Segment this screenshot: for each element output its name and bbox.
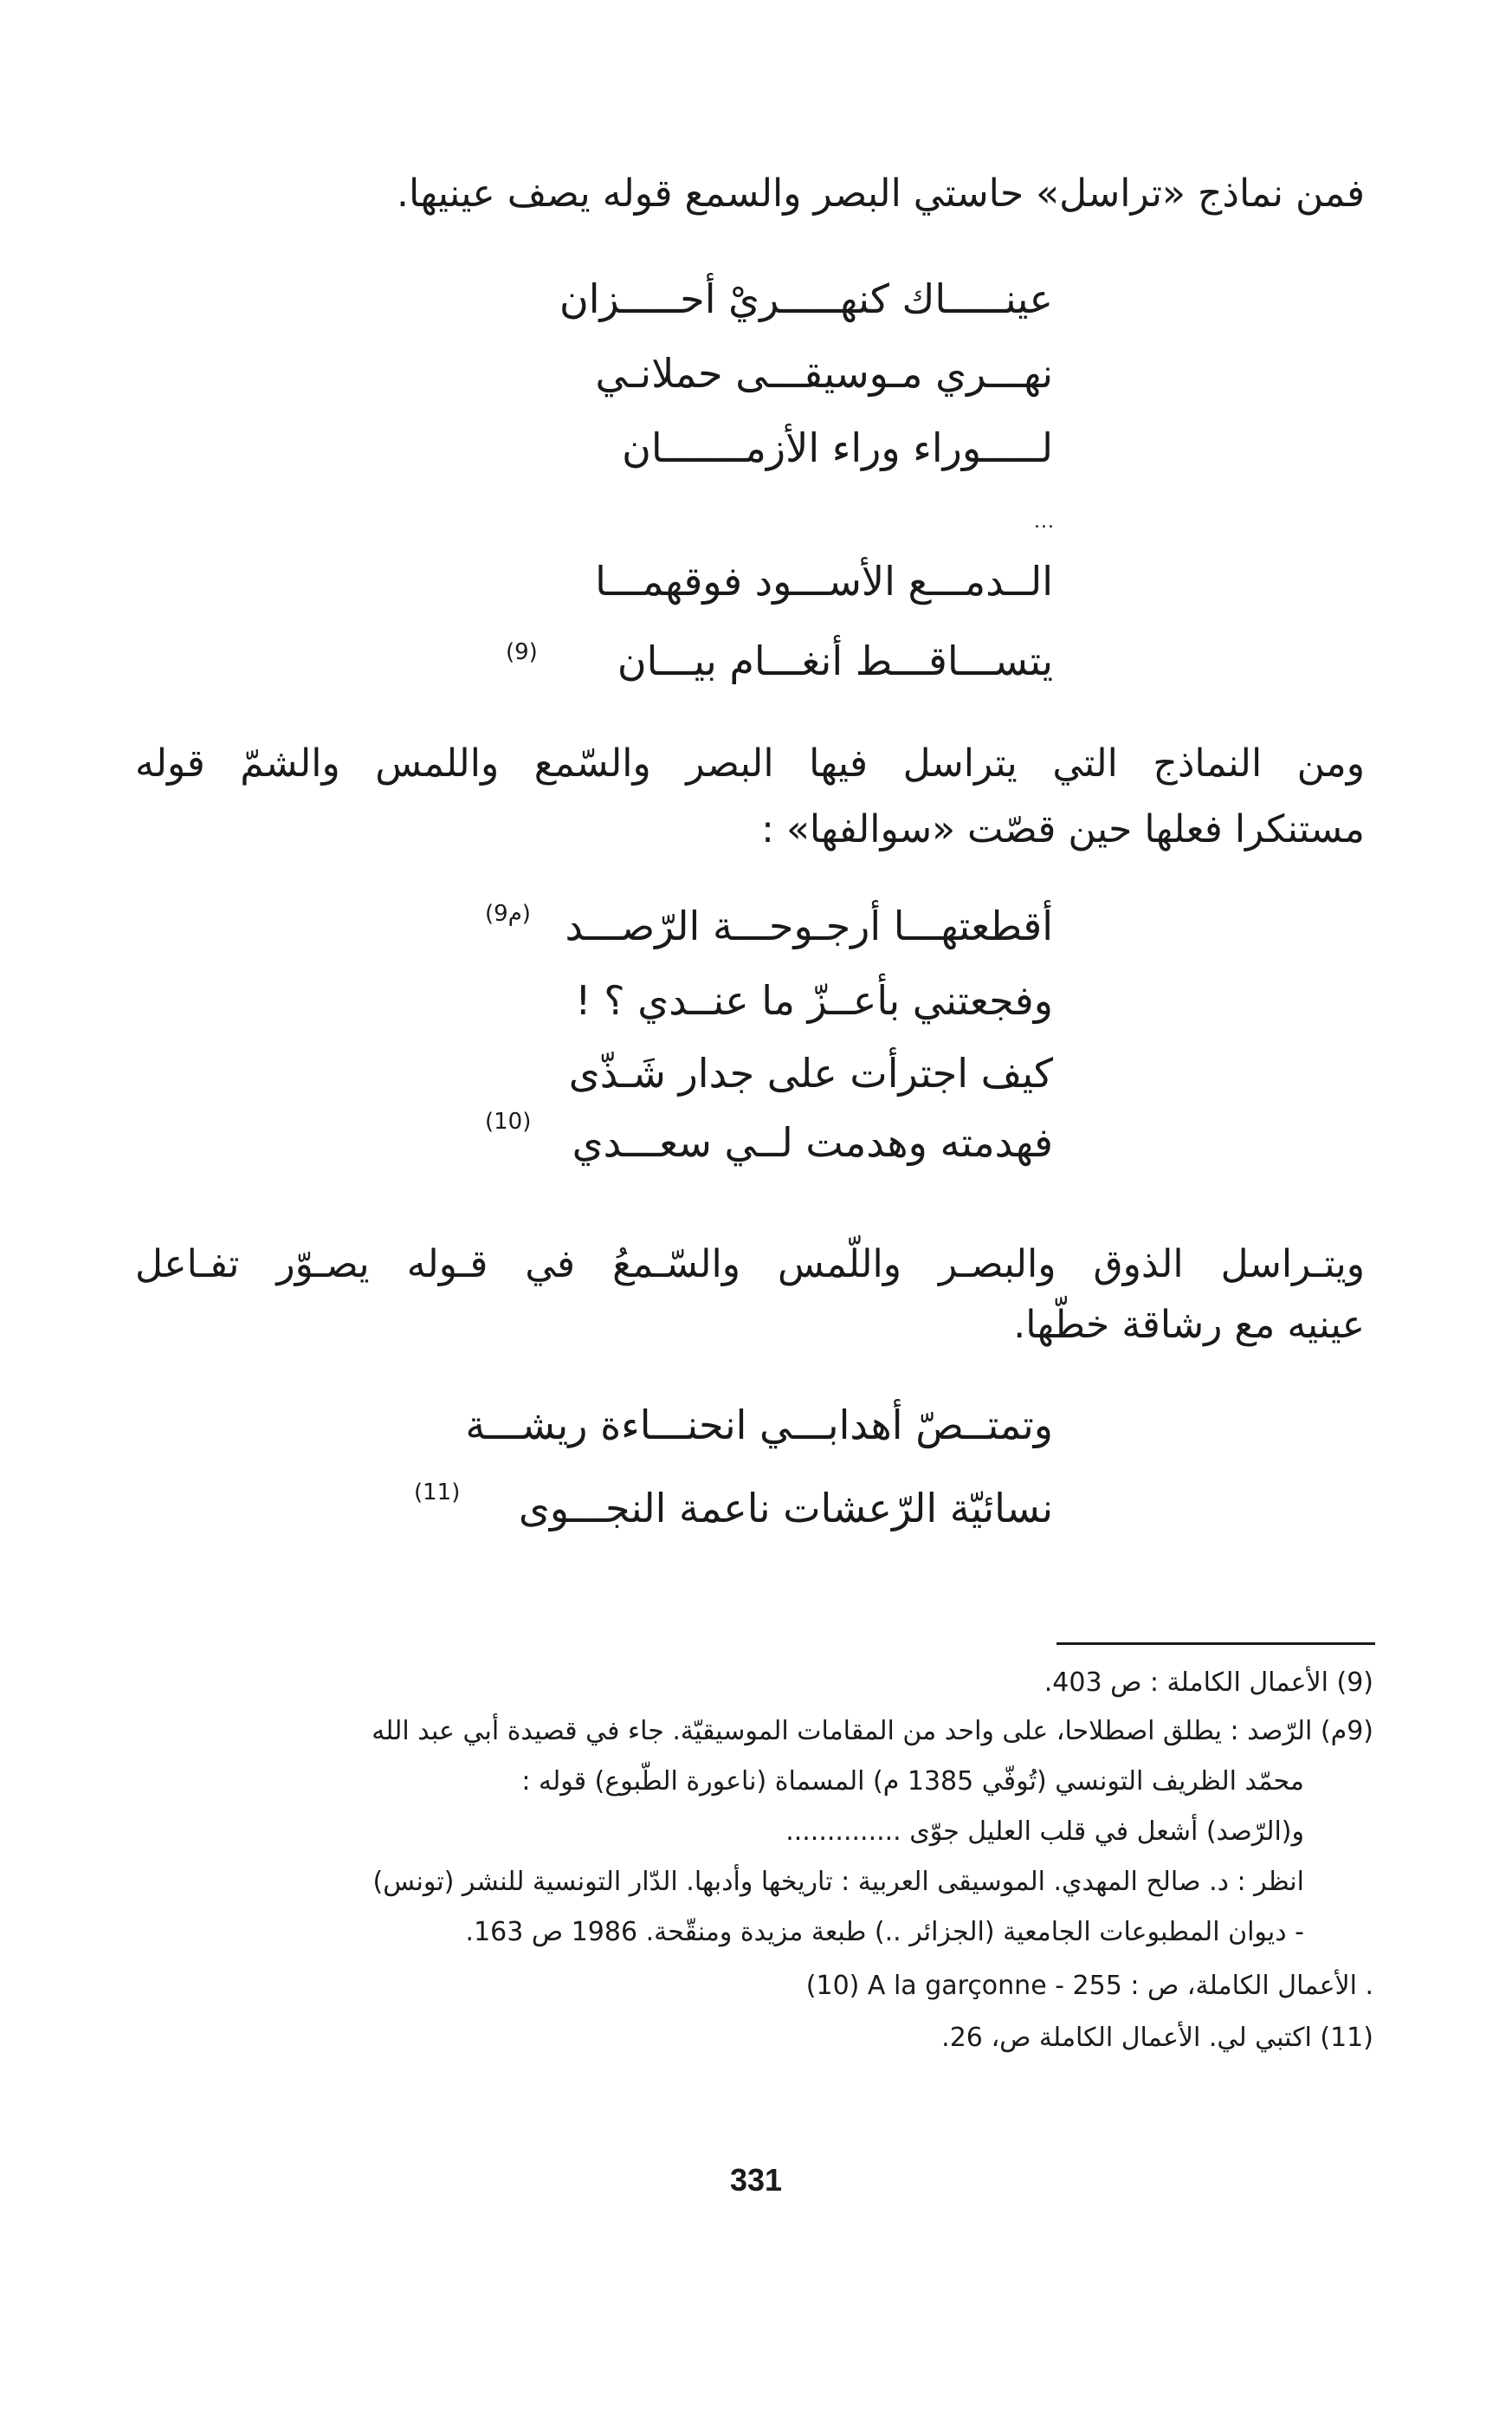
poem3-line-1: وتمتــصّ أهدابـــي انحنـــاءة ريشـــة: [465, 1402, 1053, 1448]
poem2-line-1: أقطعتهـــا أرجـوحـــة الرّصـــد: [565, 903, 1053, 949]
footnote-9m-line-4: انظر : د. صالح المهدي. الموسيقى العربية : تاريخها وأدبها. الدّار التونسية للنشر (تونس): [372, 1867, 1304, 1897]
footnote-10: (10) A la garçonne - الأعمال الكاملة، ص : 255 .: [805, 1971, 1373, 2001]
poem2-line-3: كيف اجترأت على جدار شَـذّى: [568, 1050, 1053, 1097]
footnote-9: (9) الأعمال الكاملة : ص 403.: [1044, 1667, 1373, 1698]
footnote-ref-10: (10): [485, 1109, 532, 1135]
poem2-line-4: فهدمته وهدمت لــي سعـــدي: [572, 1119, 1053, 1166]
footnote-ref-11: (11): [414, 1479, 461, 1505]
poem1-ellipsis: ...: [1034, 511, 1055, 533]
footnote-ref-9m: (9م): [485, 901, 531, 927]
poem1-line-1: عينـــــاك كنهـــــريْ أحـــــزان: [559, 275, 1053, 322]
paragraph-intro-2-line-2: مستنكرا فعلها حين قصّت «سوالفها» :: [761, 807, 1365, 851]
poem1-line-5: يتســـاقـــط أنغـــام بيـــان: [617, 638, 1053, 684]
paragraph-intro-1: فمن نماذج «تراسل» حاستي البصر والسمع قوله يصف عينيها.: [397, 172, 1365, 216]
footnote-divider: [1056, 1642, 1375, 1645]
footnote-11: (11) اكتبي لي. الأعمال الكاملة ص، 26.: [941, 2023, 1373, 2053]
paragraph-intro-3-line-1: ويتـراسل الذوق والبصـر واللّمس والسّـمعُ في قـوله يصـوّر تفـاعل: [135, 1242, 1365, 1286]
footnote-9m-line-3: و(الرّصد) أشعل في قلب العليل جوّى ..............: [785, 1816, 1304, 1847]
footnote-ref-9: (9): [506, 639, 538, 665]
footnote-9m-line-5: - ديوان المطبوعات الجامعية (الجزائر ..) طبعة مزيدة ومنقّحة. 1986 ص 163.: [465, 1917, 1304, 1947]
page-number: 331: [729, 2162, 783, 2198]
footnote-9m-line-2: محمّد الظريف التونسي (تُوفّي 1385 م) المسماة (ناعورة الطّبوع) قوله :: [521, 1766, 1304, 1797]
footnote-9m-line-1: (9م) الرّصد : يطلق اصطلاحا، على واحد من المقامات الموسيقيّة. جاء في قصيدة أبي عبد الله: [372, 1716, 1373, 1746]
poem2-line-2: وفجعتني بأعــزّ ما عنــدي ؟ !: [575, 977, 1053, 1024]
paragraph-intro-2-line-1: ومن النماذج التي يتراسل فيها البصر والسّمع واللمس والشمّ قوله: [135, 741, 1365, 786]
poem1-line-2: نهـــري مـوسيقـــى حملانـي: [595, 350, 1053, 397]
poem1-line-3: لـــــوراء وراء الأزمـــــــان: [622, 424, 1053, 471]
poem1-line-4: الــدمـــع الأســـود فوقهمـــا: [595, 558, 1053, 605]
poem3-line-2: نسائيّة الرّعشات ناعمة النجـــوى: [518, 1485, 1053, 1531]
paragraph-intro-3-line-2: عينيه مع رشاقة خطّها.: [1013, 1303, 1365, 1347]
